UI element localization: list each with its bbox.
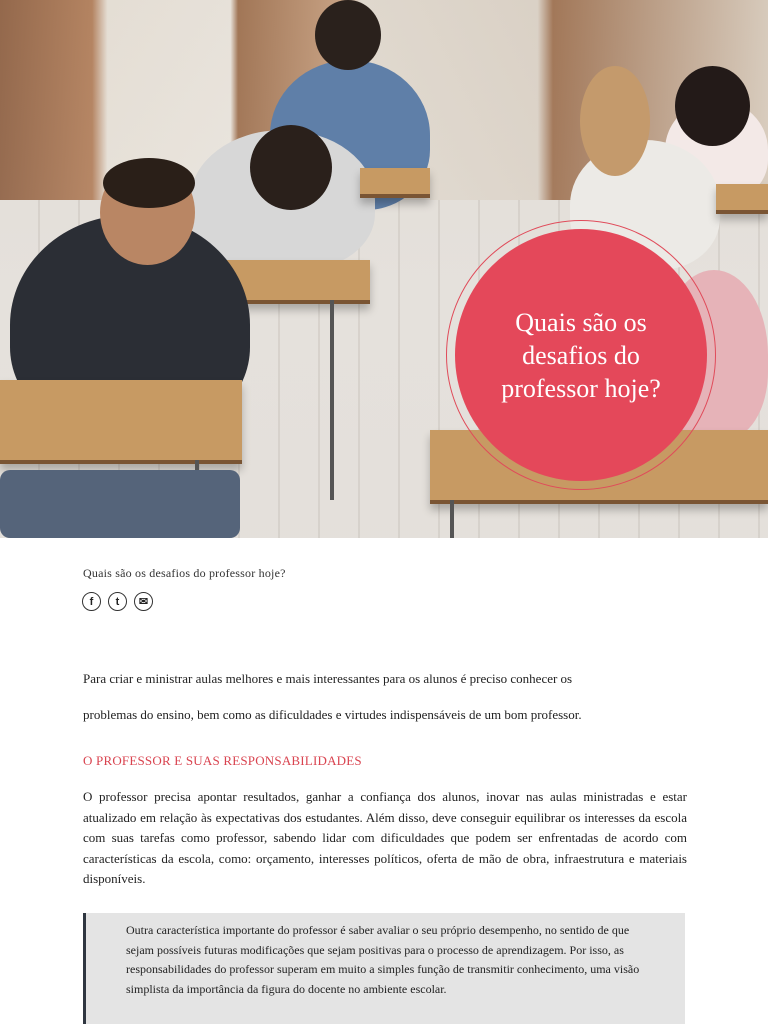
section-heading: O PROFESSOR E SUAS RESPONSABILIDADES [83, 753, 362, 768]
desk [360, 168, 430, 198]
quote-block [83, 913, 685, 1024]
student-hair [103, 158, 195, 208]
article-title: Quais são os desafios do professor hoje? [83, 566, 286, 580]
twitter-icon[interactable]: t [108, 592, 127, 611]
desk-leg [330, 300, 334, 500]
email-icon[interactable]: ✉ [134, 592, 153, 611]
intro-paragraph-line: problemas do ensino, bem como as dificuldades e virtudes indispensáveis de um bom professor. [83, 707, 582, 722]
badge-title-line: Quais são os [515, 307, 647, 337]
badge-title-line: desafios do [522, 340, 640, 370]
desk-leg [450, 500, 454, 538]
desk [0, 380, 242, 464]
badge-title [476, 306, 686, 405]
student-head [675, 66, 750, 146]
facebook-icon[interactable]: f [82, 592, 101, 611]
social-share-bar [82, 592, 153, 611]
student-head [315, 0, 381, 70]
student-figure [0, 470, 240, 538]
section-paragraph: O professor precisa apontar resultados, ganhar a confiança dos alunos, inovar nas aulas ministradas e estar atualizado em relação às expectativas dos estudantes. Além disso, deve conseguir equilibrar os interesses da escola com suas tarefas como professor, sabendo lidar com dificuldades que podem ser enfrentadas de acordo com características da escola, como: orçamento, interesses políticos, oferta de mão de obra, infraestrutura e materiais disponíveis. [83, 789, 687, 887]
badge-title-line: professor hoje? [501, 373, 661, 403]
desk [716, 184, 768, 214]
student-head [250, 125, 332, 210]
quote-text: Outra característica importante do professor é saber avaliar o seu próprio desempenho, no sentido de que sejam possíveis futuras modificações que sejam positivas para o processo de aprendizagem. Por isso, as responsabilidades do professor superam em muito a simples função de transmitir conhecimento, uma visão simplista da importância da figura do docente no ambiente escolar. [126, 923, 640, 996]
title-badge [455, 229, 707, 481]
student-head [580, 66, 650, 176]
intro-paragraph-line: Para criar e ministrar aulas melhores e mais interessantes para os alunos é preciso conhecer os [83, 671, 573, 686]
